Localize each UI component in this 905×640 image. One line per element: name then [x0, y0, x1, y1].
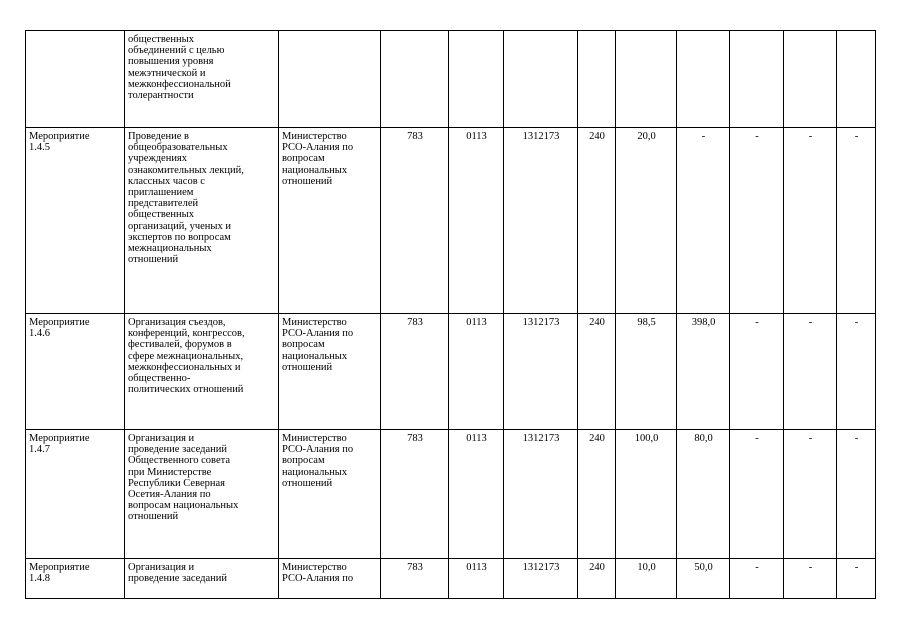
description-cell: общественных объединений с целью повышения уровня межэтнической и межконфессиональной толерантности [125, 31, 279, 128]
amount-cell-2: - [677, 128, 730, 314]
grbs-code-cell: 783 [381, 128, 449, 314]
description-cell: Организация и проведение заседаний Общественного совета при Министерстве Республики Северная Осетия-Алания по вопросам национальных отношений [125, 430, 279, 559]
expense-type-cell: 240 [578, 314, 616, 430]
amount-cell-3: - [730, 430, 784, 559]
event-cell: Мероприятие 1.4.8 [26, 559, 125, 599]
table-row [26, 559, 876, 599]
executor-cell: Министерство РСО-Алания по вопросам национальных отношений [279, 314, 381, 430]
amount-cell-5: - [837, 128, 876, 314]
amount-cell-4: - [784, 430, 837, 559]
amount-cell-4: - [784, 314, 837, 430]
table-row [26, 31, 876, 128]
executor-cell: Министерство РСО-Алания по вопросам национальных отношений [279, 128, 381, 314]
amount-cell-2: 80,0 [677, 430, 730, 559]
table-row [26, 430, 876, 559]
amount-cell-5 [837, 31, 876, 128]
target-article-cell [504, 31, 578, 128]
description-cell: Проведение в общеобразовательных учреждениях ознакомительных лекций, классных часов с приглашением представителей общественных организаций, ученых и экспертов по вопросам межнациональных отношений [125, 128, 279, 314]
expense-type-cell: 240 [578, 430, 616, 559]
event-cell: Мероприятие 1.4.5 [26, 128, 125, 314]
grbs-code-cell: 783 [381, 314, 449, 430]
section-code-cell: 0113 [449, 559, 504, 599]
amount-cell-1 [616, 31, 677, 128]
executor-cell: Министерство РСО-Алания по [279, 559, 381, 599]
amount-cell-4: - [784, 559, 837, 599]
target-article-cell: 1312173 [504, 314, 578, 430]
event-cell: Мероприятие 1.4.7 [26, 430, 125, 559]
table-row [26, 128, 876, 314]
target-article-cell: 1312173 [504, 430, 578, 559]
amount-cell-4: - [784, 128, 837, 314]
amount-cell-3: - [730, 559, 784, 599]
amount-cell-5: - [837, 314, 876, 430]
amount-cell-3 [730, 31, 784, 128]
event-cell [26, 31, 125, 128]
section-code-cell: 0113 [449, 314, 504, 430]
budget-document-page [25, 30, 876, 599]
amount-cell-4 [784, 31, 837, 128]
event-cell: Мероприятие 1.4.6 [26, 314, 125, 430]
amount-cell-1: 10,0 [616, 559, 677, 599]
expense-type-cell [578, 31, 616, 128]
grbs-code-cell [381, 31, 449, 128]
amount-cell-1: 100,0 [616, 430, 677, 559]
amount-cell-3: - [730, 314, 784, 430]
amount-cell-2 [677, 31, 730, 128]
executor-cell: Министерство РСО-Алания по вопросам национальных отношений [279, 430, 381, 559]
amount-cell-2: 398,0 [677, 314, 730, 430]
target-article-cell: 1312173 [504, 128, 578, 314]
target-article-cell: 1312173 [504, 559, 578, 599]
expense-type-cell: 240 [578, 559, 616, 599]
grbs-code-cell: 783 [381, 559, 449, 599]
grbs-code-cell: 783 [381, 430, 449, 559]
amount-cell-5: - [837, 559, 876, 599]
amount-cell-3: - [730, 128, 784, 314]
amount-cell-2: 50,0 [677, 559, 730, 599]
amount-cell-5: - [837, 430, 876, 559]
section-code-cell [449, 31, 504, 128]
section-code-cell: 0113 [449, 430, 504, 559]
amount-cell-1: 20,0 [616, 128, 677, 314]
amount-cell-1: 98,5 [616, 314, 677, 430]
section-code-cell: 0113 [449, 128, 504, 314]
expense-type-cell: 240 [578, 128, 616, 314]
description-cell: Организация съездов, конференций, конгрессов, фестивалей, форумов в сфере межнациональных, межконфессиональных и общественно- политических отношений [125, 314, 279, 430]
program-activities-table [25, 30, 876, 599]
table-row [26, 314, 876, 430]
executor-cell [279, 31, 381, 128]
description-cell: Организация и проведение заседаний [125, 559, 279, 599]
